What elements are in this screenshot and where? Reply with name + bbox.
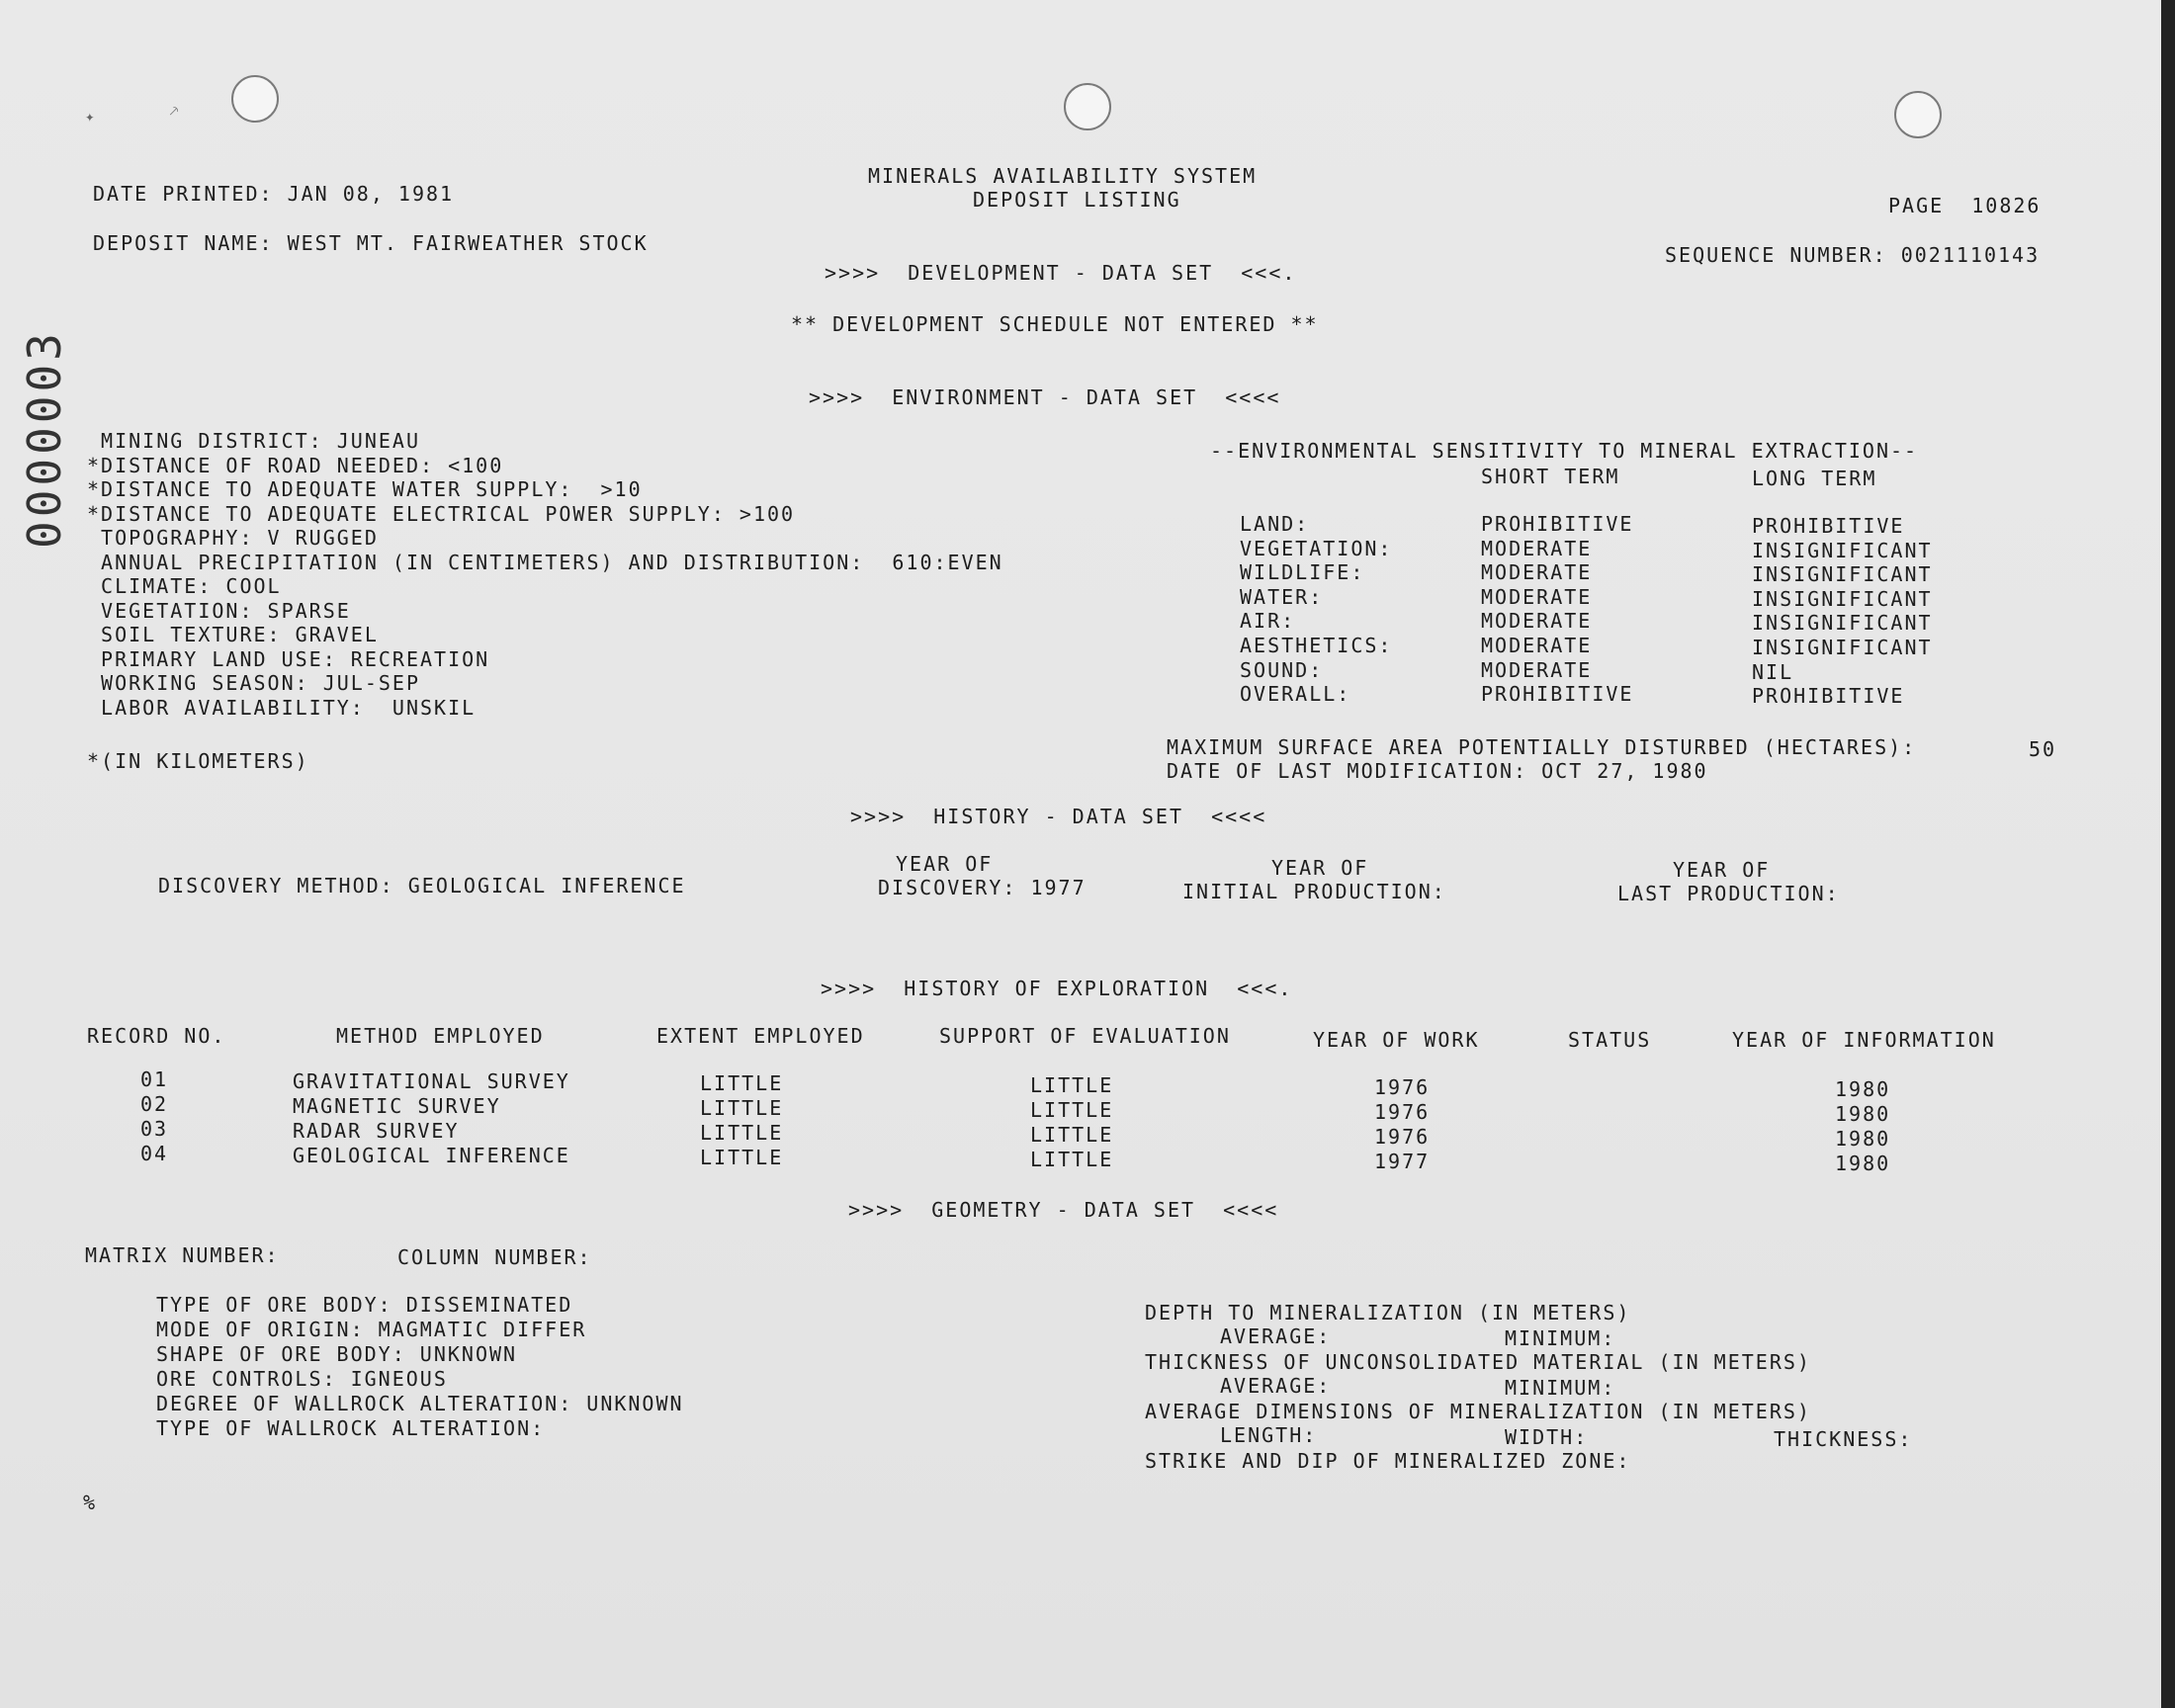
year-of-work: 1977 (1374, 1150, 1431, 1173)
sensitivity-long-term: INSIGNIFICANT (1752, 611, 1933, 636)
punch-hole (1064, 83, 1111, 130)
year-of-information: 1980 (1835, 1077, 1891, 1101)
sequence-number: SEQUENCE NUMBER: 0021110143 (1665, 243, 2041, 267)
support-of-evaluation: LITTLE (1030, 1073, 1114, 1097)
environment-line: *DISTANCE TO ADEQUATE ELECTRICAL POWER SUPPLY: >100 (87, 501, 796, 526)
year-of-work: 1976 (1374, 1125, 1431, 1149)
record-number: 04 (140, 1142, 169, 1165)
record-number: 02 (140, 1092, 169, 1116)
exploration-column-header: YEAR OF WORK (1313, 1028, 1480, 1052)
extent-employed: LITTLE (700, 1121, 784, 1145)
environment-line: CLIMATE: COOL (87, 574, 282, 598)
discovery-method: DISCOVERY METHOD: GEOLOGICAL INFERENCE (158, 874, 686, 897)
sensitivity-factor: WILDLIFE: (1240, 560, 1365, 585)
exploration-column-header: STATUS (1568, 1028, 1652, 1052)
development-heading: >>>> DEVELOPMENT - DATA SET <<<. (825, 261, 1297, 285)
dimensions-width: WIDTH: (1505, 1425, 1589, 1449)
punch-hole (1894, 91, 1942, 138)
environment-line: *DISTANCE TO ADEQUATE WATER SUPPLY: >10 (87, 477, 643, 501)
depth-title: DEPTH TO MINERALIZATION (IN METERS) (1145, 1301, 1631, 1324)
exploration-column-header: RECORD NO. (87, 1024, 226, 1048)
sensitivity-title: --ENVIRONMENTAL SENSITIVITY TO MINERAL EXTRACTION-- (1210, 439, 1919, 463)
exploration-column-header: METHOD EMPLOYED (336, 1024, 545, 1048)
extent-employed: LITTLE (700, 1146, 784, 1169)
method-employed: RADAR SURVEY (293, 1119, 460, 1143)
scan-edge-shadow (2161, 0, 2175, 1708)
environment-line: *DISTANCE OF ROAD NEEDED: <100 (87, 453, 504, 477)
listing-title: DEPOSIT LISTING (973, 188, 1181, 212)
record-number: 01 (140, 1068, 169, 1091)
column-number: COLUMN NUMBER: (397, 1245, 592, 1269)
sensitivity-factor: OVERALL: (1240, 682, 1351, 707)
sensitivity-short-term: PROHIBITIVE (1481, 682, 1634, 707)
system-title: MINERALS AVAILABILITY SYSTEM (868, 164, 1258, 188)
max-area-value: 50 (2029, 737, 2057, 761)
last-modification: DATE OF LAST MODIFICATION: OCT 27, 1980 (1167, 759, 1708, 783)
year-of-work: 1976 (1374, 1100, 1431, 1124)
sensitivity-factor: WATER: (1240, 584, 1324, 609)
record-number: 03 (140, 1117, 169, 1141)
sensitivity-long-term: INSIGNIFICANT (1752, 586, 1933, 611)
geometry-line: ORE CONTROLS: IGNEOUS (156, 1367, 448, 1391)
sensitivity-short-term: MODERATE (1481, 536, 1593, 560)
environment-line: TOPOGRAPHY: V RUGGED (87, 526, 379, 550)
history-heading: >>>> HISTORY - DATA SET <<<< (850, 805, 1267, 828)
geometry-line: SHAPE OF ORE BODY: UNKNOWN (156, 1342, 518, 1366)
support-of-evaluation: LITTLE (1030, 1123, 1114, 1147)
short-term-header: SHORT TERM (1481, 465, 1620, 488)
sensitivity-long-term: INSIGNIFICANT (1752, 636, 1933, 659)
strike-dip: STRIKE AND DIP OF MINERALIZED ZONE: (1145, 1449, 1631, 1473)
environment-line: MINING DISTRICT: JUNEAU (87, 429, 420, 453)
support-of-evaluation: LITTLE (1030, 1098, 1114, 1122)
year-of-information: 1980 (1835, 1152, 1891, 1175)
development-note: ** DEVELOPMENT SCHEDULE NOT ENTERED ** (791, 312, 1319, 336)
sensitivity-factor: AESTHETICS: (1240, 634, 1393, 657)
km-note: *(IN KILOMETERS) (87, 749, 309, 773)
environment-heading: >>>> ENVIRONMENT - DATA SET <<<< (809, 385, 1281, 409)
sensitivity-factor: SOUND: (1240, 657, 1324, 682)
sensitivity-factor: AIR: (1240, 609, 1296, 634)
sensitivity-long-term: NIL (1752, 659, 1794, 684)
exploration-column-header: SUPPORT OF EVALUATION (939, 1024, 1231, 1048)
environment-line: LABOR AVAILABILITY: UNSKIL (87, 695, 477, 720)
sensitivity-short-term: MODERATE (1481, 634, 1593, 657)
punch-hole (231, 75, 279, 123)
page-stamp-number: 0000003 (18, 329, 71, 549)
extent-employed: LITTLE (700, 1096, 784, 1120)
thickness-average: AVERAGE: (1220, 1374, 1332, 1398)
scan-speck: ⸕ (168, 101, 181, 120)
geometry-heading: >>>> GEOMETRY - DATA SET <<<< (848, 1198, 1279, 1222)
depth-average: AVERAGE: (1220, 1324, 1332, 1348)
dimensions-thickness: THICKNESS: (1774, 1427, 1913, 1451)
exploration-column-header: EXTENT EMPLOYED (656, 1024, 865, 1048)
dimensions-title: AVERAGE DIMENSIONS OF MINERALIZATION (IN METERS) (1145, 1400, 1811, 1423)
environment-line: PRIMARY LAND USE: RECREATION (87, 646, 490, 671)
method-employed: GRAVITATIONAL SURVEY (293, 1069, 570, 1093)
depth-minimum: MINIMUM: (1505, 1326, 1616, 1350)
year-of-work: 1976 (1374, 1075, 1431, 1099)
sensitivity-long-term: PROHIBITIVE (1752, 514, 1905, 538)
scan-speck: ✦ (85, 107, 95, 126)
year-of-label: YEAR OF (1271, 856, 1369, 880)
sensitivity-short-term: MODERATE (1481, 609, 1593, 634)
method-employed: MAGNETIC SURVEY (293, 1094, 501, 1118)
sensitivity-short-term: MODERATE (1481, 560, 1593, 585)
sensitivity-short-term: MODERATE (1481, 657, 1593, 682)
environment-line: SOIL TEXTURE: GRAVEL (87, 623, 379, 646)
geometry-line: TYPE OF WALLROCK ALTERATION: (156, 1416, 546, 1440)
geometry-line: TYPE OF ORE BODY: DISSEMINATED (156, 1293, 573, 1317)
environment-line: WORKING SEASON: JUL-SEP (87, 671, 420, 695)
sensitivity-long-term: INSIGNIFICANT (1752, 562, 1933, 587)
geometry-line: MODE OF ORIGIN: MAGMATIC DIFFER (156, 1318, 587, 1341)
year-of-information: 1980 (1835, 1127, 1891, 1151)
initial-production: INITIAL PRODUCTION: (1182, 880, 1446, 903)
geometry-line: DEGREE OF WALLROCK ALTERATION: UNKNOWN (156, 1392, 684, 1415)
year-of-label: YEAR OF (1673, 858, 1771, 882)
exploration-heading: >>>> HISTORY OF EXPLORATION <<<. (821, 977, 1293, 1000)
year-of-label: YEAR OF (896, 852, 994, 876)
year-of-information: 1980 (1835, 1102, 1891, 1126)
sensitivity-factor: LAND: (1240, 512, 1310, 536)
thickness-minimum: MINIMUM: (1505, 1376, 1616, 1400)
sensitivity-short-term: PROHIBITIVE (1481, 512, 1634, 536)
long-term-header: LONG TERM (1752, 467, 1877, 490)
matrix-number: MATRIX NUMBER: (85, 1243, 280, 1267)
thickness-title: THICKNESS OF UNCONSOLIDATED MATERIAL (IN METERS) (1145, 1350, 1811, 1374)
max-area-label: MAXIMUM SURFACE AREA POTENTIALLY DISTURBED (HECTARES): (1167, 735, 1917, 759)
sensitivity-factor: VEGETATION: (1240, 536, 1393, 560)
sensitivity-long-term: INSIGNIFICANT (1752, 538, 1933, 562)
method-employed: GEOLOGICAL INFERENCE (293, 1144, 570, 1167)
footer-mark: % (83, 1491, 98, 1514)
environment-line: ANNUAL PRECIPITATION (IN CENTIMETERS) AND DISTRIBUTION: 610:EVEN (87, 550, 1003, 574)
discovery-year: DISCOVERY: 1977 (878, 876, 1087, 899)
sensitivity-long-term: PROHIBITIVE (1752, 684, 1905, 709)
last-production: LAST PRODUCTION: (1617, 882, 1840, 905)
dimensions-length: LENGTH: (1220, 1423, 1318, 1447)
environment-line: VEGETATION: SPARSE (87, 598, 351, 623)
page-number: PAGE 10826 (1888, 194, 2042, 217)
deposit-name: DEPOSIT NAME: WEST MT. FAIRWEATHER STOCK (93, 231, 649, 255)
extent-employed: LITTLE (700, 1071, 784, 1095)
support-of-evaluation: LITTLE (1030, 1148, 1114, 1171)
exploration-column-header: YEAR OF INFORMATION (1732, 1028, 1996, 1052)
date-printed: DATE PRINTED: JAN 08, 1981 (93, 182, 455, 206)
sensitivity-short-term: MODERATE (1481, 584, 1593, 609)
